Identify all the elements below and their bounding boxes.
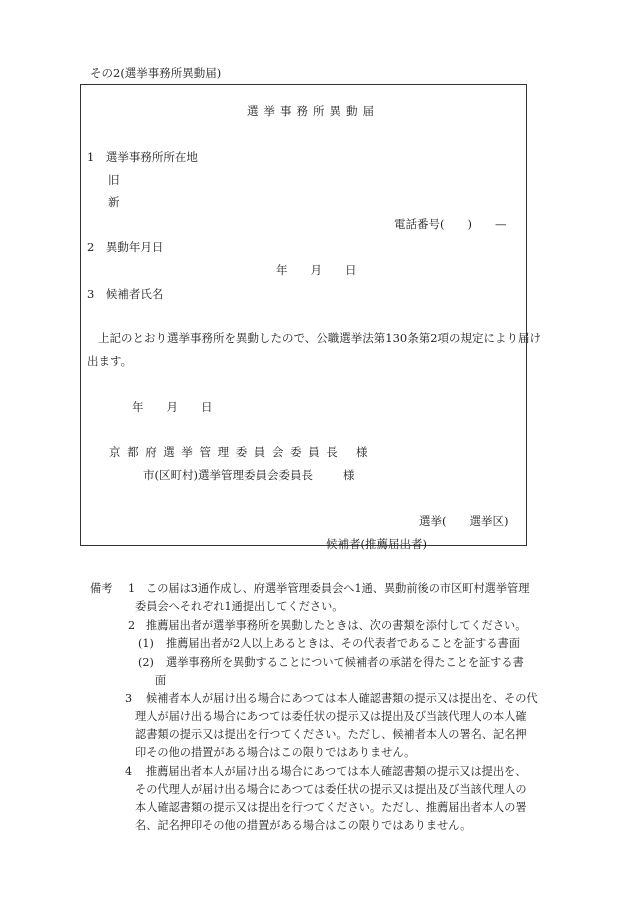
notes-heading: 備考 (90, 582, 113, 595)
note-1-number: 1 (128, 582, 136, 595)
note-2-number: 2 (128, 619, 136, 632)
form-title: 選挙事務所異動届 (247, 104, 379, 118)
election-district-field: 選挙( 選挙区) (419, 514, 509, 528)
candidate-signature-field: 候補者(推薦届出者) (326, 537, 427, 551)
note-1-line: この届は3通作成し、府選挙管理委員会へ1通、異動前後の市区町村選挙管理 (146, 582, 530, 595)
statement-line-2: 出ます。 (87, 354, 133, 368)
old-address-label: 旧 (108, 173, 120, 187)
note-3-number: 3 (125, 692, 133, 705)
change-date-field: 年 月 日 (276, 263, 357, 277)
submission-date-field: 年 月 日 (132, 400, 213, 414)
note-2-line: 推薦届出者が選挙事務所を異動したときは、次の書類を添付してください。 (146, 619, 527, 632)
note-4-line: 推薦届出者本人が届け出る場合にあつては本人確認書類の提示又は提出を、 (146, 765, 527, 778)
addressee-prefecture-committee: 京都府選挙管理委員会委員長 (109, 445, 345, 459)
note-2-sub-2-line: 面 (155, 674, 167, 687)
note-3-line: 理人が届け出る場合にあつては委任状の提示又は提出及び当該代理人の本人確 (135, 710, 527, 723)
note-3-line: 候補者本人が届け出る場合にあつては本人確認書類の提示又は提出を、その代 (146, 692, 538, 705)
note-3-line: 印その他の措置がある場合はこの限りではありません。 (135, 746, 416, 759)
item-3-candidate-name-label: 3 候補者氏名 (87, 287, 164, 301)
note-4-line: その代理人が届け出る場合にあつては委任状の提示又は提出及び当該代理人の (135, 783, 527, 796)
addressee-municipal-committee: 市(区町村)選挙管理委員会委員長 (143, 468, 313, 482)
note-2-sub-1-number: (1) (138, 637, 154, 650)
note-4-line: 名、記名押印その他の措置がある場合はこの限りではありません。 (135, 819, 472, 832)
phone-number-field: 電話番号( ) — (394, 217, 507, 231)
note-2-sub-1-line: 推薦届出者が2人以上あるときは、その代表者であることを証する書面 (166, 637, 520, 650)
new-address-label: 新 (108, 195, 120, 209)
form-number-label: その2(選挙事務所異動届) (90, 66, 222, 80)
note-3-line: 認書類の提示又は提出を行つてください。ただし、候補者本人の署名、記名押 (135, 728, 527, 741)
note-1-line: 委員会へそれぞれ1通提出してください。 (135, 600, 344, 613)
addressee-2-honorific: 様 (343, 468, 355, 482)
note-2-sub-2-line: 選挙事務所を異動することについて候補者の承諾を得たことを証する書 (166, 656, 524, 669)
addressee-1-honorific: 様 (356, 445, 368, 459)
item-1-office-location-label: 1 選挙事務所所在地 (87, 150, 198, 164)
item-2-change-date-label: 2 異動年月日 (87, 240, 164, 254)
note-2-sub-2-number: (2) (138, 656, 154, 669)
note-4-line: 本人確認書類の提示又は提出を行つてください。ただし、推薦届出者本人の署 (135, 801, 527, 814)
statement-line-1: 上記のとおり選挙事務所を異動したので、公職選挙法第130条第2項の規定により届け (98, 331, 542, 345)
note-4-number: 4 (125, 765, 133, 778)
